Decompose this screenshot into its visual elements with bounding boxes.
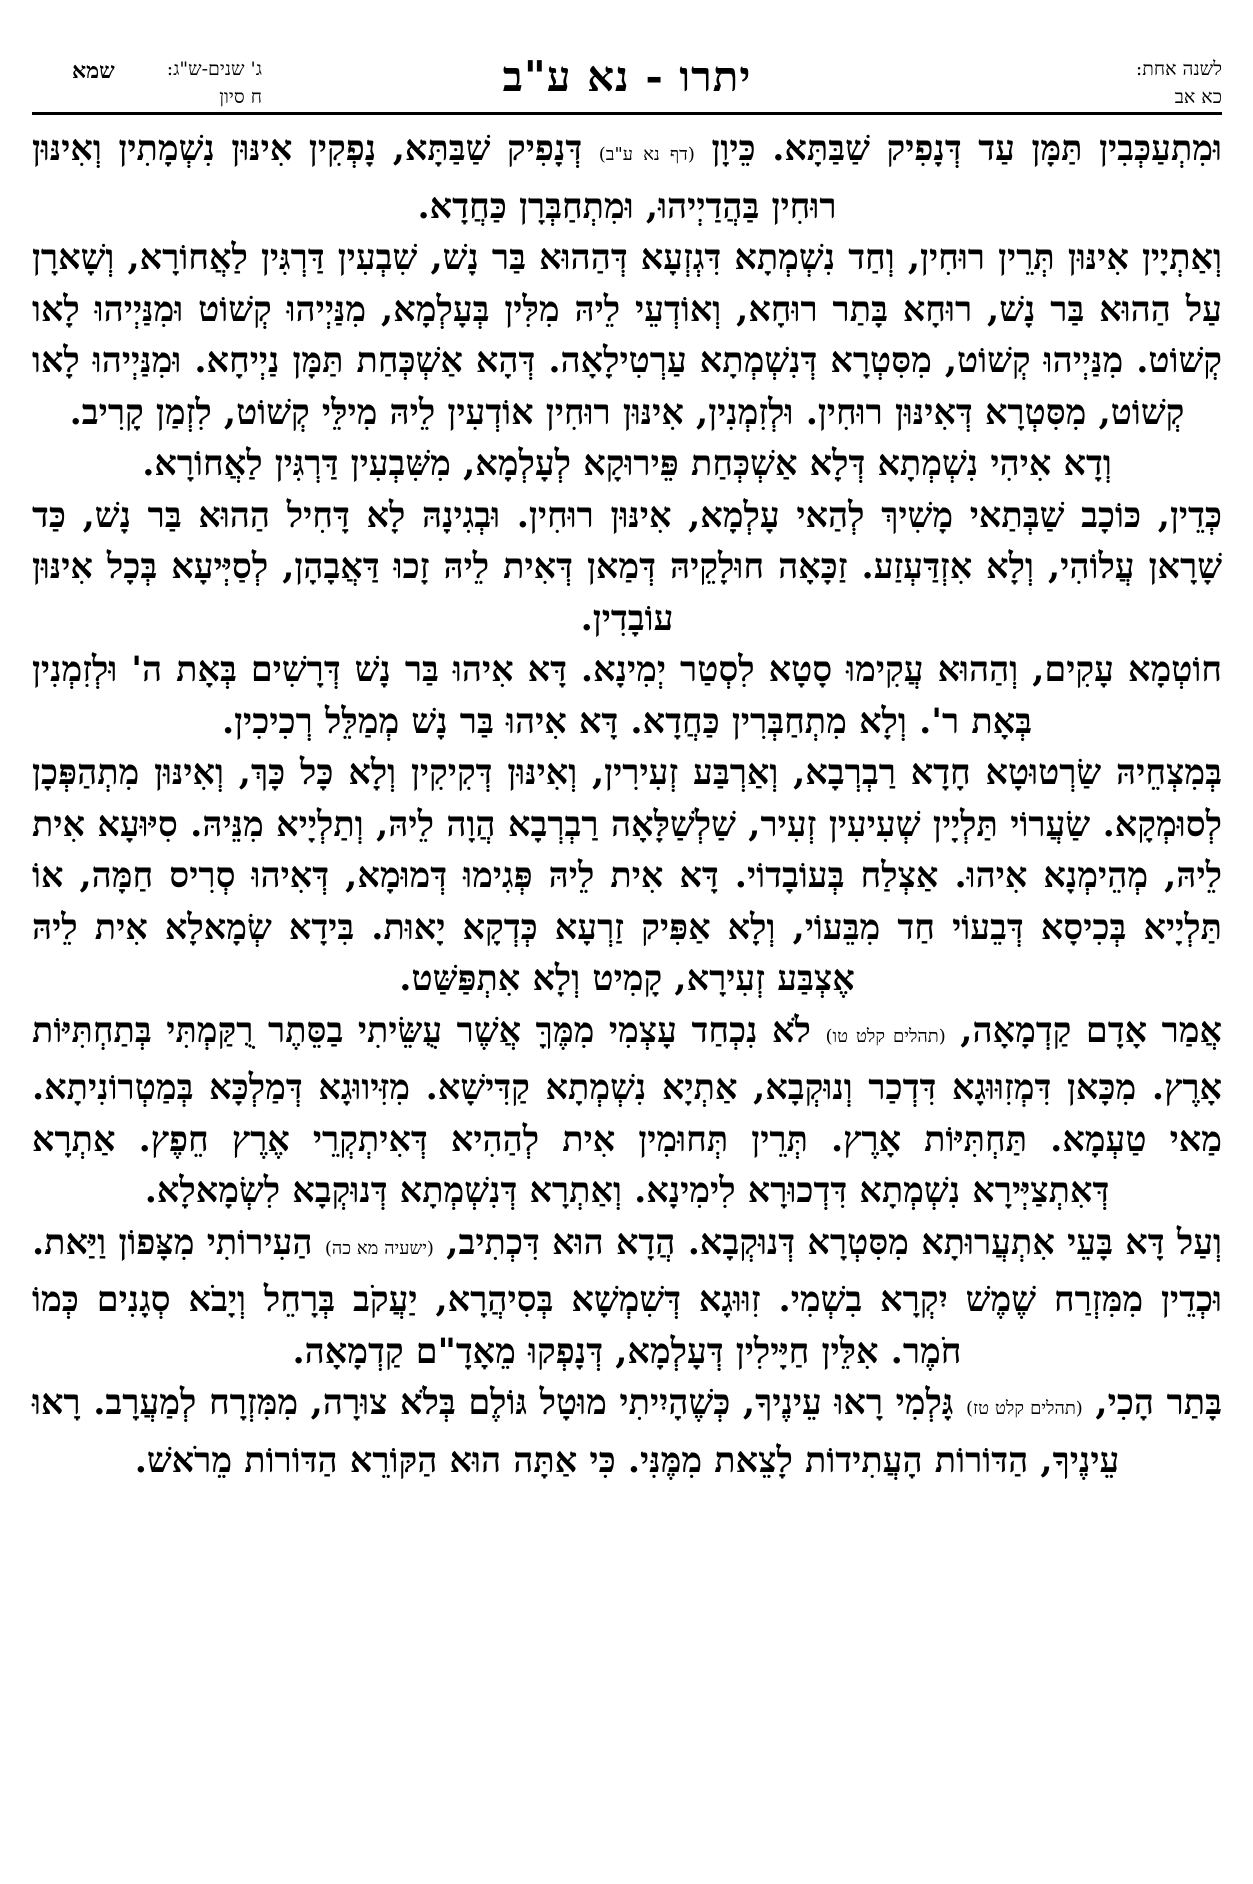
paragraph-text: וְאַתְיָין אִינּוּן תְּרֵין רוּחִין, וְחַד נִשְׁמְתָא דִּגְזְעָא דְּהַהוּא בַּר נָשׁ, שִׁבְעִין דַּרְגִּין לַאֲחוֹרָא, וְשָׁארָן עַל הַהוּא בַּר נָשׁ, רוּחָא בָּתַר רוּחָא, וְאוֹדְעֵי לֵיהּ מִלִּין בְּעָלְמָא, מִנַּיְיהוּ קְשׁוֹט וּמִנַּיְיהוּ לָאו קְשׁוֹט. מִנַּיְיהוּ קְשׁוֹט, מִסִּטְרָא דְּנִשְׁמְתָא עַרְטִילָאָה. דְּהָא אַשְׁכְּחַת תַּמָּן נַיְיחָא. וּמִנַּיְיהוּ לָאו קְשׁוֹט, מִסִּטְרָא דְּאִינּוּן רוּחִין. וּלְזִמְנִין, אִינּוּן רוּחִין אוֹדְעִין לֵיהּ מִילֵּי קְשׁוֹט, לִזְמַן קָרִיב. <box>32 237 1222 433</box>
page-title: יתרו - נא ע"ב <box>502 52 752 101</box>
paragraph <box>32 490 1222 645</box>
three-year-cycle-label: ג' שנים-ש"ג: <box>166 58 262 80</box>
paragraph <box>32 644 1222 747</box>
paragraph-text: וְעַל דָּא בָּעֵי אִתְעֲרוּתָא מִסִּטְרָא דְּנוּקְבָא. הֲדָא הוּא דִּכְתִיב, <box>446 1221 1223 1263</box>
paragraph <box>32 438 1222 490</box>
source-reference: (תהלים קלט טז) <box>966 1398 1083 1419</box>
paragraph-text: חוֹטְמָא עָקִים, וְהַהוּא עֲקִימוּ סָטָא לִסְטַר יְמִינָא. דָּא אִיהוּ בַּר נָשׁ דְּרָשִׁים בְּאָת ה' וּלְזִמְנִין בְּאָת ר'. וְלָא מִתְחַבְּרִין כַּחֲדָא. דָּא אִיהוּ בַּר נָשׁ מְמַלֵּל רְכִיכִין. <box>32 649 1222 742</box>
paragraph <box>32 747 1222 1005</box>
paragraph-text: כְּדֵין, כּוֹכָב שַׁבְּתַאי מָשִׁיךְ לְהַאי עָלְמָא, אִינּוּן רוּחִין. וּבְגִינָהּ לָא דָּחִיל הַהוּא בַּר נָשׁ, כַּד שָׁרָאן עֲלוֹהִי, וְלָא אִזְדַּעְזַע. זַכָּאָה חוּלָקֵיהּ דְּמַאן דְּאִית לֵיהּ זָכוּ דַּאֲבָהָן, לְסַיְּיעָא בְּכָל אִינּוּן עוֹבָדִין. <box>32 494 1222 639</box>
paragraph-text: הַעִירוֹתִי מִצָּפוֹן וַיַּאת. וּכְדֵין מִמִּזְרַח שֶׁמֶשׁ יִקְרָא בִשְׁמִי. זִוּוּגָא דְּשִׁמְשָׁא בְּסִיהֲרָא, יַעֲקֹב בְּרָחֵל וְיָבֹא סְגָנִים כְּמוֹ חֹמֶר. אִלֵּין חַיָּילִין דְּעָלְמָא, דְּנָפְקוּ מֵאָדָ"ם קַדְמָאָה. <box>32 1221 1222 1372</box>
paragraph-text: וּמִתְעַכְּבִין תַּמָּן עַד דְּנָפִיק שַׁבַּתָּא. כֵּיוָן <box>711 128 1223 169</box>
paragraph <box>32 1377 1222 1486</box>
paragraph-text: וְדָא אִיהִי נִשְׁמְתָא דְּלָא אַשְׁכְּחַת פֵּירוּקָא לְעָלְמָא, מִשִּׁבְעִין דַּרְגִּין לַאֲחוֹרָא. <box>142 443 1112 484</box>
source-reference: (ישעיה מא כה) <box>324 1237 434 1259</box>
three-year-cycle-date: ח סיון <box>219 86 262 108</box>
paragraph <box>32 1217 1222 1378</box>
three-year-cycle <box>32 58 262 110</box>
paragraph-text: דְּנָפִיק שַׁבַּתָּא, נָפְקִין אִינּוּן נִשְׁמָתִין וְאִינּוּן רוּחִין בַּהֲדַיְיהוּ, וּמִתְחַבְּרָן כַּחֲדָא. <box>32 128 837 227</box>
paragraph-text: בְּמִצְחֵיהּ שַׂרְטוּטָא חָדָא רַבְרְבָא, וְאַרְבַּע זְעִירִין, וְאִינּוּן דְּקִיקִין וְלָא כָּל כָּךְ, וְאִינּוּן מִתְהַפְּכָן לְסוּמְקָא. שַׂעֲרוֹי תַּלְיָין שְׁעִיעִין זְעִיר, שַׁלְשַׁלָּאָה רַבְרְבָא הֲוָה לֵיהּ, וְתַלְיָיא מִנֵּיהּ. סִיּוּעָא אִית לֵיהּ, מְהֵימְנָא אִיהוּ. אַצְלַח בְּעוֹבָדוֹי. דָּא אִית לֵיהּ פְּגִימוּ דְּמוּמָא, דְּאִיהוּ סְרִיס חַמָּה, אוֹ תַּלְיָיא בְּכִיסָא דְּבֵעוֹי חַד מִבֵּעוֹי, וְלָא אַפִּיק זַרְעָא כְּדְקָא יָאוּת. בִּידָא שְׂמָאלָא אִית לֵיהּ אֶצְבַּע זְעִירָא, קָמִיט וְלָא אִתְפַּשַּׁט. <box>32 752 1222 999</box>
paragraph <box>32 123 1222 232</box>
source-reference: (תהלים קלט טו) <box>825 1025 946 1047</box>
paragraph <box>32 232 1222 438</box>
source-reference: (דף נא ע"ב) <box>598 144 695 165</box>
paragraph-text: גָּלְמִי רָאוּ עֵינֶיךָ, כְּשֶׁהָיִיתִי מוּטָל גּוֹלֶם בְּלֹא צוּרָה, מִמִּזְרָח לְמַעֲרָב. רָאוּ עֵינֶיךָ, הַדּוֹרוֹת הָעֲתִידוֹת לָצֵאת מִמֶּנִּי. כִּי אַתָּה הוּא הַקּוֹרֵא הַדּוֹרוֹת מֵרֹאשׁ. <box>32 1382 1120 1481</box>
one-year-cycle-date: כא אב <box>1174 86 1222 108</box>
paragraph-text: בָּתַר הָכִי, <box>1095 1382 1222 1423</box>
paragraph <box>32 1005 1222 1217</box>
zohar-text <box>32 123 1222 1486</box>
page-code: שמא <box>72 58 115 84</box>
paragraph-text: אֲמַר אָדָם קַדְמָאָה, <box>960 1009 1223 1051</box>
one-year-cycle-label: לשנה אחת: <box>1135 58 1222 80</box>
page <box>32 48 1222 1848</box>
paragraph-text: לֹא נִכְחַד עָצְמִי מִמֶּךָּ אֲשֶׁר עֻשֵּׂיתִי בַסֵּתֶר רֻקַּמְתִּי בְּתַחְתִּיּוֹת אָרֶץ. מִכָּאן דִּמְזִוּוּגָא דִּדְכַר וְנוּקְבָא, אַתְיָא נִשְׁמְתָא קַדִּישָׁא. מִזִּיווּגָא דְּמַלְכָּא בְּמַטְרוֹנִיתָא. מַאי טַעְמָא. תַּחְתִּיּוֹת אָרֶץ. תְּרֵין תְּחוּמִין אִית לְהַהִיא דְּאִיתְקְרֵי אֶרֶץ חֵפֶץ. אַתְרָא דְּאִתְצַיְּירָא נִשְׁמְתָא דִּדְכוּרָא לִימִינָא. וְאַתְרָא דְּנִשְׁמְתָא דְּנוּקְבָא לִשְׂמָאלָא. <box>32 1009 1222 1211</box>
page-header <box>32 48 1222 115</box>
